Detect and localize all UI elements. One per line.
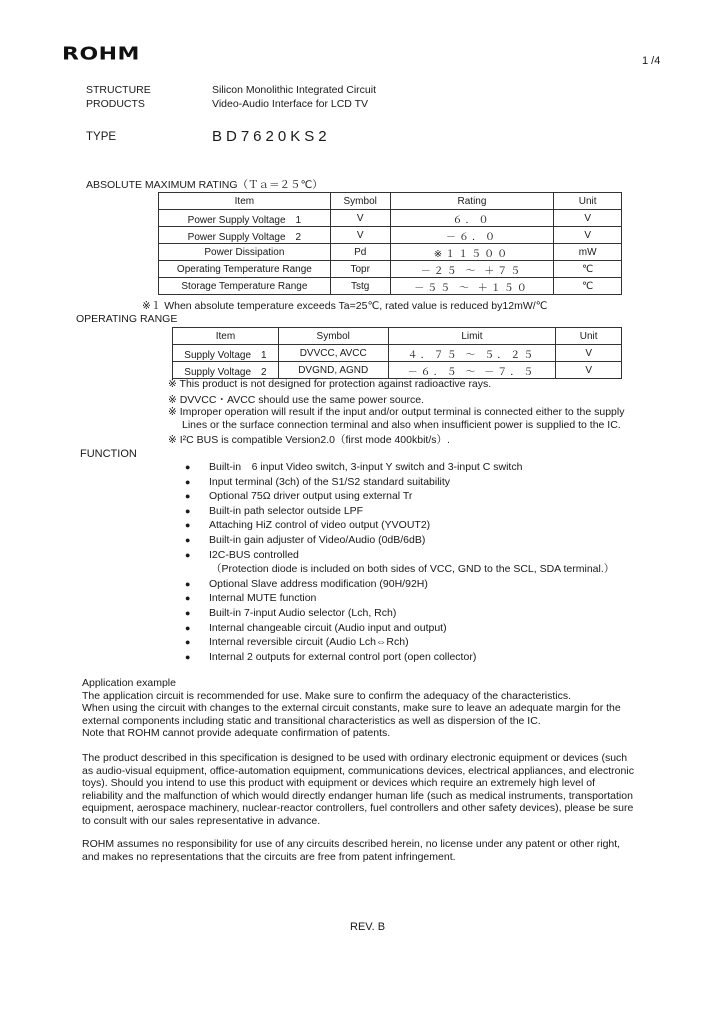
note-i2c-bus: ※ I²C BUS is compatible Version2.0（first mode 400kbit/s）. (168, 434, 450, 446)
application-section (82, 677, 662, 740)
function-list (185, 460, 614, 664)
list-item-text: Internal reversible circuit (Audio Lch⇔Rch) (209, 636, 409, 649)
table-cell: DVVCC, AVCC (278, 345, 388, 362)
header-cell: Unit (556, 328, 622, 345)
bullet-icon: ● (185, 534, 191, 545)
table-cell: Storage Temperature Range (159, 278, 331, 295)
paragraph-line: external components including static and transitional characteristics as well as dispersion of the IC. (82, 714, 541, 727)
list-item (185, 606, 614, 621)
table-cell: ℃ (554, 278, 622, 295)
table-cell: Operating Temperature Range (159, 261, 331, 278)
table-cell: Power Supply Voltage 1 (159, 210, 331, 227)
bullet-icon: ● (185, 476, 191, 487)
note-radioactive: ※ This product is not designed for protection against radioactive rays. (168, 378, 492, 390)
op-range-title: OPERATING RANGE (76, 313, 178, 325)
paragraph-line: equipment, aerospace machinery, nuclear-reactor controllers, fuel controllers and other safety devices), please be sure (82, 802, 634, 814)
bullet-icon: ● (185, 462, 191, 472)
header-cell: Item (159, 193, 331, 210)
disclaimer-usage (82, 752, 662, 827)
bullet-icon: ● (185, 593, 191, 604)
table-row (159, 210, 622, 227)
list-item-text: I2C-BUS controlled (209, 548, 299, 561)
list-item (185, 577, 614, 592)
table-cell: －６．０ (390, 227, 554, 244)
table-row (159, 261, 622, 278)
table-cell: V (556, 345, 622, 362)
bullet-icon: ● (185, 607, 191, 618)
paragraph-line: ROHM assumes no responsibility for use of any circuits described herein, no license under any patent or other right, (82, 838, 621, 850)
note-power-source: ※ DVVCC・AVCC should use the same power source. (168, 394, 425, 406)
list-item (185, 591, 614, 606)
table-cell: V (554, 210, 622, 227)
paragraph-line: The application circuit is recommended for use. Make sure to confirm the adequacy of the characteristics. (82, 689, 572, 702)
paragraph-line: Note that ROHM cannot provide adequate confirmation of patents. (82, 727, 391, 739)
structure-value: Silicon Monolithic Integrated Circuit (212, 84, 376, 96)
list-item-text: Optional Slave address modification (90H/92H) (209, 577, 428, 590)
table-cell: －５５ ～ ＋１５０ (390, 278, 554, 295)
table-cell: ６．０ (390, 210, 554, 227)
list-item-text: Internal MUTE function (209, 592, 317, 605)
table-cell: Supply Voltage 2 (173, 362, 279, 379)
table-header-row (159, 193, 622, 210)
table-cell: V (330, 210, 390, 227)
table-row (159, 278, 622, 295)
table-row (173, 345, 622, 362)
list-item-text: Built-in 7-input Audio selector (Lch, Rch) (209, 606, 397, 619)
i2c-subnote: （Protection diode is included on both sides of VCC, GND to the SCL, SDA terminal.） (211, 563, 615, 576)
header-cell: Symbol (330, 193, 390, 210)
note-improper-operation: ※ Improper operation will result if the input and/or output terminal is connected either to the supply (168, 406, 625, 418)
abs-max-table (158, 192, 622, 295)
list-item-text: Built-in 6 input Video switch, 3-input Y switch and 3-input C switch (209, 461, 523, 473)
type-value: BD7620KS2 (212, 128, 331, 145)
table-row (159, 244, 622, 261)
list-item (185, 650, 614, 665)
list-item-text: Internal 2 outputs for external control port (open collector) (209, 650, 477, 663)
list-item (185, 518, 614, 533)
list-item-text: Input terminal (3ch) of the S1/S2 standard suitability (209, 475, 451, 488)
application-title: Application example (82, 677, 176, 689)
table-cell: －２５ ～ ＋７５ (390, 261, 554, 278)
table-cell: V (330, 227, 390, 244)
rohm-logo: ROHM (62, 44, 140, 65)
header-cell: Rating (390, 193, 554, 210)
list-item-text: Built-in path selector outside LPF (209, 504, 364, 517)
list-item-text: Internal changeable circuit (Audio input and output) (209, 621, 447, 634)
table-cell: DVGND, AGND (278, 362, 388, 379)
table-cell: V (554, 227, 622, 244)
paragraph-line: to consult with our sales representative in advance. (82, 814, 321, 827)
table-cell: Power Supply Voltage 2 (159, 227, 331, 244)
bullet-icon: ● (185, 637, 191, 648)
list-item (185, 533, 614, 548)
bullet-icon: ● (185, 505, 191, 516)
table-cell: Supply Voltage 1 (173, 345, 279, 362)
paragraph-line: The product described in this specification is designed to be used with ordinary electronic equipment or devices (such (82, 752, 628, 764)
header-cell: Item (173, 328, 279, 345)
abs-max-footnote: ※１ When absolute temperature exceeds Ta=25℃, rated value is reduced by12mW/℃ (142, 300, 548, 312)
table-cell: ※１１５００ (390, 244, 554, 261)
disclaimer-patent (82, 838, 662, 863)
table-cell: －６．５ ～ －７．５ (388, 362, 556, 379)
bullet-icon: ● (185, 578, 191, 589)
list-item (185, 504, 614, 519)
op-range-table (172, 327, 622, 379)
paragraph-line: When using the circuit with changes to the external circuit constants, make sure to leave an adequate margin for the (82, 702, 621, 714)
abs-max-title: ABSOLUTE MAXIMUM RATING（Ｔａ＝２５℃） (86, 179, 323, 191)
bullet-icon: ● (185, 549, 191, 560)
list-item (185, 635, 614, 650)
bullet-icon: ● (185, 520, 191, 531)
list-item (185, 460, 614, 475)
products-value: Video-Audio Interface for LCD TV (212, 98, 369, 110)
table-cell: mW (554, 244, 622, 261)
list-item-text: Built-in gain adjuster of Video/Audio (0dB/6dB) (209, 533, 426, 546)
bullet-icon: ● (185, 651, 191, 662)
table-cell: Pd (330, 244, 390, 261)
paragraph-line: reliability and the malfunction of which would directly endanger human life (such as medical instruments, transportation (82, 789, 633, 802)
list-item (185, 621, 614, 636)
revision-label: REV. B (350, 921, 386, 933)
table-row (173, 362, 622, 379)
paragraph-line: as audio-visual equipment, office-automation equipment, communications devices, electrical appliances, and electronic (82, 764, 634, 777)
table-cell: Topr (330, 261, 390, 278)
bullet-icon: ● (185, 622, 191, 633)
header-cell: Symbol (278, 328, 388, 345)
list-item-text: Attaching HiZ control of video output (YVOUT2) (209, 519, 431, 532)
list-item (185, 548, 614, 563)
table-header-row (173, 328, 622, 345)
header-cell: Unit (554, 193, 622, 210)
page-number: 1 /4 (642, 55, 661, 67)
table-cell: Tstg (330, 278, 390, 295)
note-improper-operation-cont: Lines or the surface connection terminal and also when insufficient power is supplied to the IC. (182, 419, 621, 431)
type-label: TYPE (86, 131, 117, 143)
table-cell: ℃ (554, 261, 622, 278)
list-item (185, 489, 614, 504)
list-item (185, 475, 614, 490)
structure-label: STRUCTURE (86, 84, 151, 96)
function-title: FUNCTION (80, 448, 137, 460)
list-item-text: Optional 75Ω driver output using external Tr (209, 490, 413, 503)
bullet-icon: ● (185, 491, 191, 502)
paragraph-line: toys). Should you intend to use this product with equipment or devices which require an extremely high level of (82, 777, 596, 789)
table-cell: Power Dissipation (159, 244, 331, 261)
table-cell: ４．７５ ～ ５．２５ (388, 345, 556, 362)
list-item-subnote (185, 562, 614, 577)
table-cell: V (556, 362, 622, 379)
table-row (159, 227, 622, 244)
paragraph-line: and makes no representations that the circuits are free from patent infringement. (82, 850, 456, 863)
products-label: PRODUCTS (86, 98, 145, 110)
header-cell: Limit (388, 328, 556, 345)
